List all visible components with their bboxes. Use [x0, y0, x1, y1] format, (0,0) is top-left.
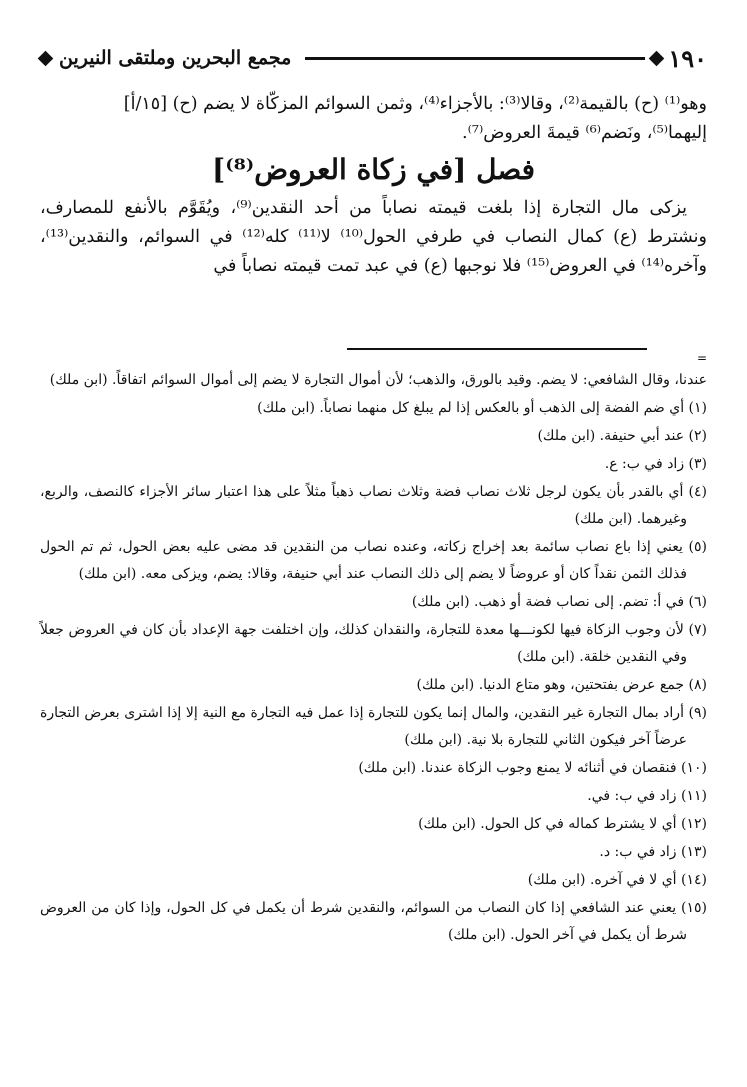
paragraph: يزكى مال التجارة إذا بلغت قيمته نصاباً من أحد النقدين⁽⁹⁾، ويُقَوَّم بالأنفع للمصارف، ونشترط (ع) كمال النصاب في طرفي الحول⁽¹⁰⁾ لا⁽¹¹⁾ كله⁽¹²⁾ في السوائم، والنقدين⁽¹³⁾، وآخره⁽¹⁴⁾ في العروض⁽¹⁵⁾ فلا نوجبها (ع) في عبد تمت قيمته نصاباً في — [40, 198, 707, 276]
running-title: مجمع البحرين وملتقى النيرين — [59, 47, 292, 69]
main-text — [40, 90, 707, 281]
footnote: (١) أي ضم الفضة إلى الذهب أو بالعكس إذا لم يبلغ كل منهما نصاباً. (ابن ملك) — [257, 400, 707, 416]
text-line: إليهما⁽⁵⁾، ونَضم⁽⁶⁾ قيمةَ العروض⁽⁷⁾. — [462, 123, 707, 143]
text-line: وهو⁽¹⁾ (ح) بالقيمة⁽²⁾، وقالا⁽³⁾: بالأجزاء⁽⁴⁾، وثمن السوائم المزكّاة لا يضم (ح) [١٥/أ] — [123, 94, 707, 114]
header-rule — [305, 57, 645, 60]
footnote: (٨) جمع عرض بفتحتين، وهو متاع الدنيا. (ابن ملك) — [416, 677, 707, 693]
footnote: (٧) لأن وجوب الزكاة فيها لكونـــها معدة للتجارة، والنقدان كذلك، وإن اختلفت جهة الإعداد بأن كان في العروض جعلاً وفي النقدين خلقة. (ابن ملك) — [40, 622, 707, 665]
footnote: (١١) زاد في ب: في. — [587, 788, 707, 804]
footnote: (١٠) فنقصان في أثنائه لا يمنع وجوب الزكاة عندنا. (ابن ملك) — [358, 760, 707, 776]
footnote: (٦) في أ: تضم. إلى نصاب فضة أو ذهب. (ابن ملك) — [411, 594, 707, 610]
footnotes — [40, 367, 707, 950]
footnote: (٥) يعني إذا باع نصاب سائمة بعد إخراج زكاته، وعنده نصاب من النقدين قد مضى عليه بعض الحول، ثم تم الحول فذلك الثمن نقداً كان أو عروضاً لا يضم إلى ذلك النصاب عند أبي حنيفة، وقالا: يضم، ويزكى معه. (ابن ملك) — [40, 539, 707, 582]
footnote: (٣) زاد في ب: ع. — [604, 456, 707, 472]
diamond-ornament-icon — [649, 50, 665, 66]
footnote: عندنا، وقال الشافعي: لا يضم. وقيد بالورق، والذهب؛ لأن أموال التجارة لا يضم إلى أموال السوائم اتفاقاً. (ابن ملك) — [49, 372, 707, 388]
footnote: (٤) أي بالقدر بأن يكون لرجل ثلاث نصاب فضة وثلاث نصاب ذهباً مثلاً على هذا اعتبار سائر الأجزاء كالنصف، والربع، وغيرهما. (ابن ملك) — [40, 484, 707, 527]
footnote: (١٤) أي لا في آخره. (ابن ملك) — [527, 872, 707, 888]
footnote: (٢) عند أبي حنيفة. (ابن ملك) — [537, 428, 707, 444]
footnote: (١٢) أي لا يشترط كماله في كل الحول. (ابن ملك) — [418, 816, 707, 832]
diamond-ornament-icon — [38, 50, 54, 66]
footnote: (٩) أراد بمال التجارة غير النقدين، والمال إنما يكون للتجارة إذا عمل فيه التجارة مع النية إلا إذا اشترى بعرض التجارة عرضاً آخر فيكون الثاني للتجارة بلا نية. (ابن ملك) — [40, 705, 707, 748]
page-header — [40, 40, 707, 76]
separator-mark: = — [696, 351, 707, 365]
footnote: (١٥) يعني عند الشافعي إذا كان النصاب من السوائم، والنقدين شرط أن يكمل في كل الحول، وإذا كان من العروض شرط أن يكمل في آخر الحول. (ابن ملك) — [40, 900, 707, 943]
footnote: (١٣) زاد في ب: د. — [599, 844, 707, 860]
page-number: ١٩٠ — [668, 43, 707, 73]
footnote-separator — [347, 348, 647, 350]
section-heading: فصل [في زكاة العروض⁽⁸⁾] — [212, 153, 535, 186]
